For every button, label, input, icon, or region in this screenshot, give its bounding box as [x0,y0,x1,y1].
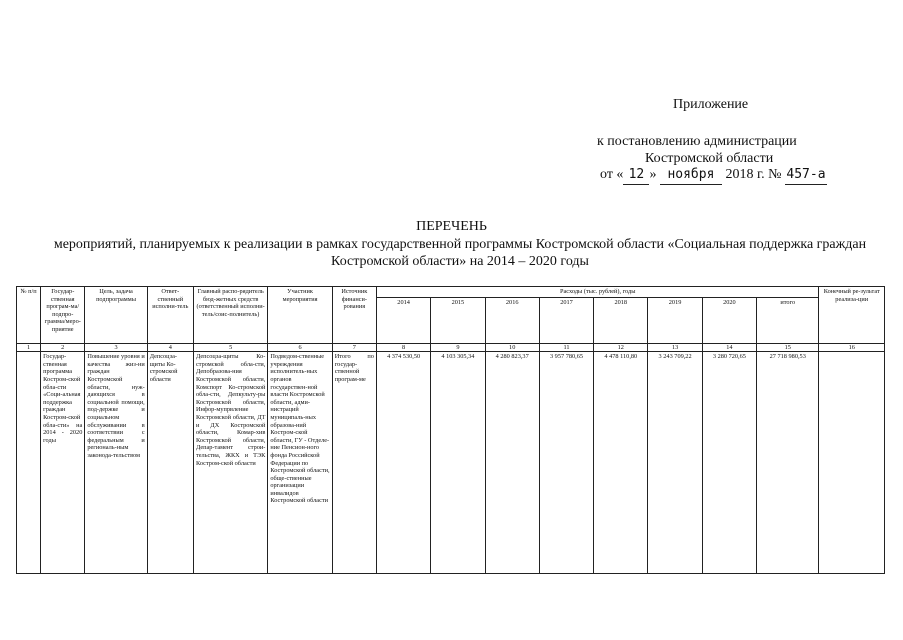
row-program: Государ-ственная программа Костром-ской обла-сти «Соци-альная поддержка граждан Костром-ской обла-сти» на 2014 - 2020 годы [41,352,85,574]
document-subtitle: мероприятий, планируемых к реализации в рамках государственной программы Костромской области «Социальная поддержка граждан Костромской области» на 2014 – 2020 годы [53,237,867,269]
column-number-row [17,343,885,352]
header-goal: Цель, задача подпрограммы [85,287,147,344]
column-number: 1 [17,343,41,352]
row-source: Итого по государ-ственной програм-ме [332,352,376,574]
amount-2019: 3 243 709,22 [648,352,702,574]
amount-2015: 4 103 305,34 [431,352,485,574]
document-title: ПЕРЕЧЕНЬ [416,219,487,234]
column-number: 6 [268,343,332,352]
column-number: 5 [193,343,267,352]
decree-line-1: к постановлению администрации [597,134,797,149]
column-number: 9 [431,343,485,352]
header-num: № п/п [17,287,41,344]
column-number: 7 [332,343,376,352]
header-year: 2014 [376,297,430,343]
header-year: 2017 [539,297,593,343]
row-num [17,352,41,574]
date-prefix: от « [600,167,624,182]
header-year: 2019 [648,297,702,343]
measures-table [16,286,885,574]
date-mid: » [649,167,657,182]
amount-2020: 3 280 720,65 [702,352,756,574]
table-row [17,352,885,574]
header-year: 2016 [485,297,539,343]
appendix-label: Приложение [673,97,749,112]
row-participant: Подведом-ственные учреждения исполнитель-ных органов государствен-ной власти Костромской области, адми-нистраций муниципаль-ных образова-ний Костром-ской области, ГУ - Отделе-ние Пенсион-ного фонда Российской Федерации по Костромской области, обще-ственные организации инвалидов Костромской области [268,352,332,574]
header-year: 2015 [431,297,485,343]
row-goal: Повышение уровня и качества жиз-ни граждан Костромской области, нуж-дающихся в социальной помощи, под-держке и социальном обслуживании в соответствии с федеральным и региональ-ным законода-тельством [85,352,147,574]
row-result [819,352,885,574]
header-manager: Главный распо-рядитель бюд-жетных средств (ответственный исполни-тель/соис-полнитель) [193,287,267,344]
row-executor: Депсоцза-щиты Ко-стромской области [147,352,193,574]
decree-month: ноября [660,166,722,185]
column-number: 11 [539,343,593,352]
header-year: 2018 [594,297,648,343]
decree-year: 2018 г. № [725,167,782,182]
amount-2017: 3 957 780,65 [539,352,593,574]
decree-line-2: Костромской области [645,151,774,166]
decree-date-line [600,166,827,185]
header-executor: Ответ-ственный исполни-тель [147,287,193,344]
column-number: 4 [147,343,193,352]
column-number: 12 [594,343,648,352]
header-year: 2020 [702,297,756,343]
header-participant: Участник мероприятия [268,287,332,344]
header-expenses: Расходы (тыс. рублей), годы [376,287,819,298]
column-number: 13 [648,343,702,352]
table-header-row [17,287,885,298]
column-number: 14 [702,343,756,352]
header-source: Источник финанси-рования [332,287,376,344]
row-manager: Депсоцза-щиты Ко-стромской обла-сти, Депобразова-ния Костромской области, Комспорт Ко-стромской обла-сти, Депкульту-ры Костромской области, Инфор-мупрвление Костромской области, ДТ и ДХ Костромской области, Комар-хив Костромской области, Депар-тамент строи-тельства, ЖКХ и ТЭК Костром-ской области [193,352,267,574]
amount-2014: 4 374 530,50 [376,352,430,574]
column-number: 15 [757,343,819,352]
column-number: 3 [85,343,147,352]
amount-2016: 4 280 823,37 [485,352,539,574]
column-number: 8 [376,343,430,352]
column-number: 2 [41,343,85,352]
header-program: Государ-ственная програм-ма/подпро-грамма/меро-приятие [41,287,85,344]
header-result: Конечный ре-зультат реализа-ции [819,287,885,344]
amount-2018: 4 478 110,80 [594,352,648,574]
column-number: 10 [485,343,539,352]
column-number: 16 [819,343,885,352]
decree-day: 12 [623,166,649,185]
header-total: итого [757,297,819,343]
amount-total: 27 718 980,53 [757,352,819,574]
decree-number: 457-а [785,166,827,185]
